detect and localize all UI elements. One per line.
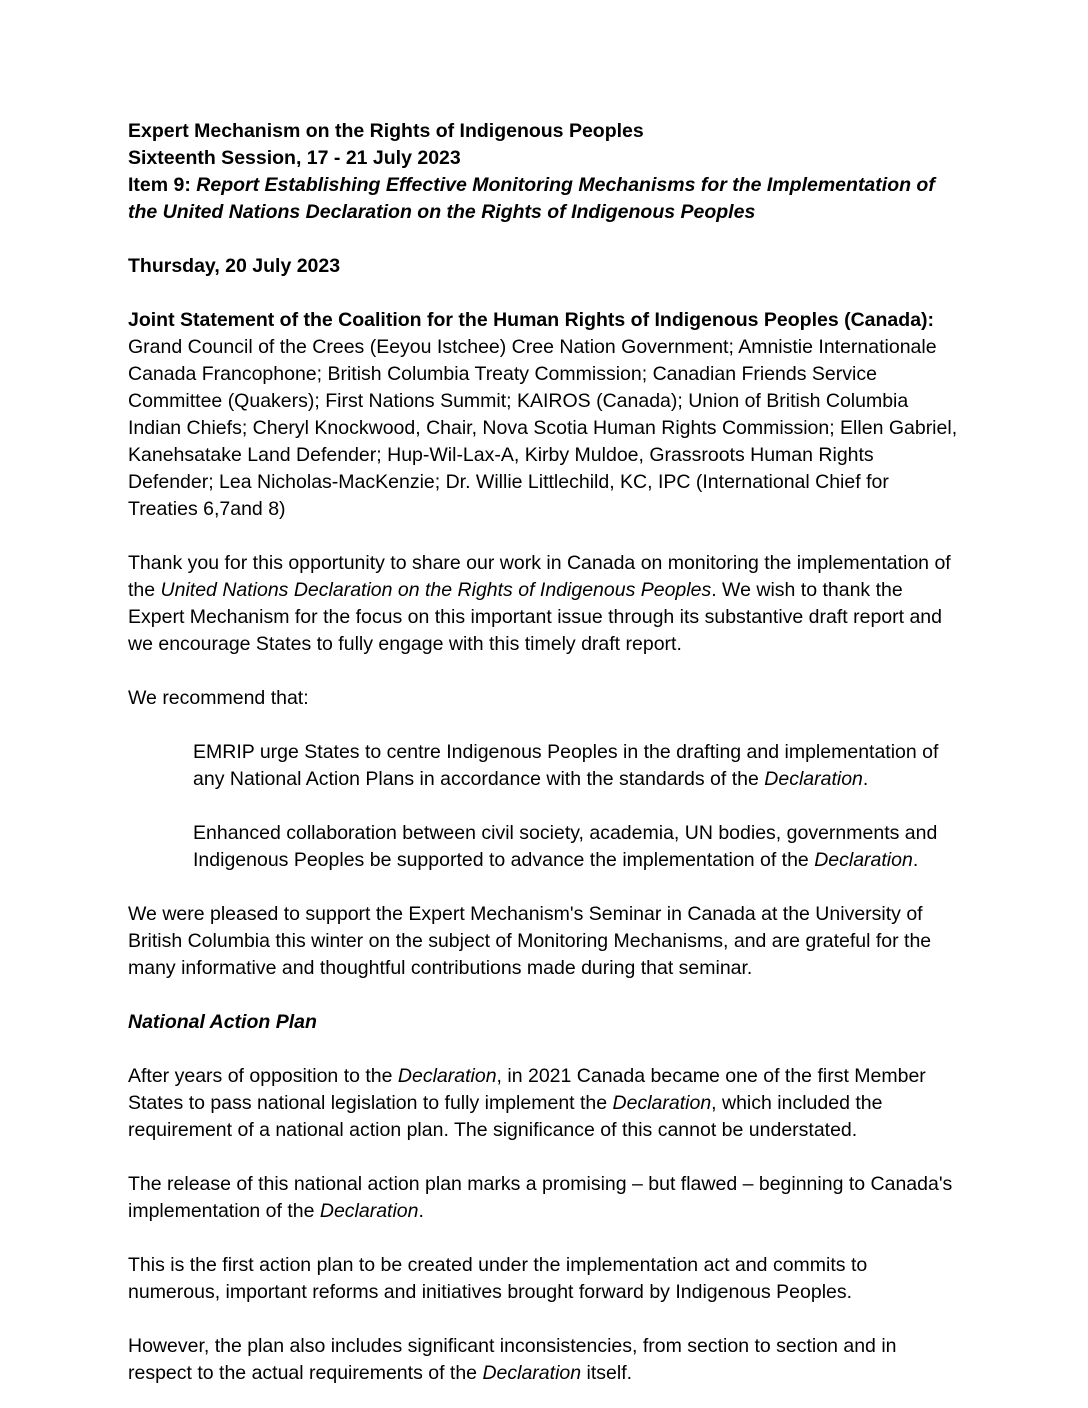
seminar-text: We were pleased to support the Expert Mechanism's Seminar in Canada at the University of British Columbia this winter on the subject of Monitoring Mechanisms, and are grateful for the many informative and thoughtful contributions made during that seminar. [128, 903, 932, 979]
however-text-1: However, the plan also includes significant inconsistencies, from section to section and in respect to the actual requirements of the [128, 1335, 897, 1384]
paragraph-thanks [128, 550, 960, 658]
paragraph-recommend-intro [128, 685, 960, 712]
paragraph-recommendation-1 [193, 739, 960, 793]
paragraph-seminar [128, 901, 960, 982]
recommendation-1-text-1: EMRIP urge States to centre Indigenous Peoples in the drafting and implementation of any National Action Plans in accordance with the standards of the [193, 741, 939, 790]
header-item-label: Item 9: [128, 174, 197, 196]
after-years-text-2: , in 2021 Canada became one of the first Member States to pass national legislation to fully implement the [128, 1065, 926, 1114]
recommend-intro-text: We recommend that: [128, 687, 309, 709]
section-heading-text: National Action Plan [128, 1011, 317, 1033]
thanks-declaration-title: United Nations Declaration on the Rights of Indigenous Peoples [160, 579, 712, 601]
release-text-2: . [418, 1200, 424, 1222]
thanks-text-1: Thank you for this opportunity to share our work in Canada on monitoring the implementation of the [128, 552, 951, 601]
date-text: Thursday, 20 July 2023 [128, 255, 341, 277]
section-heading-national-action-plan [128, 1009, 960, 1036]
recommendation-2-text-1: Enhanced collaboration between civil society, academia, UN bodies, governments and Indigenous Peoples be supported to advance the implementation of the [193, 822, 938, 871]
recommendation-2-text-2: . [912, 849, 919, 871]
however-text-2: itself. [581, 1362, 633, 1384]
paragraph-however [128, 1333, 960, 1387]
date-line [128, 253, 960, 280]
paragraph-after-years [128, 1063, 960, 1144]
recommendation-2-declaration: Declaration [814, 849, 913, 871]
joint-statement-heading: Joint Statement of the Coalition for the Human Rights of Indigenous Peoples (Canada): [128, 309, 935, 331]
after-years-declaration-1: Declaration [397, 1065, 497, 1087]
joint-statement-block [128, 307, 960, 523]
however-declaration: Declaration [482, 1362, 582, 1384]
document-header [128, 118, 960, 226]
first-plan-text: This is the first action plan to be created under the implementation act and commits to numerous, important reforms and initiatives brought forward by Indigenous Peoples. [128, 1254, 868, 1303]
header-item-title: Report Establishing Effective Monitoring Mechanisms for the Implementation of the United Nations Declaration on the Rights of Indigenous Peoples [128, 174, 935, 223]
paragraph-recommendation-2 [193, 820, 960, 874]
recommendation-1-text-2: . [862, 768, 869, 790]
after-years-declaration-2: Declaration [612, 1092, 712, 1114]
after-years-text-1: After years of opposition to the [128, 1065, 398, 1087]
after-years-text-3: , which included the requirement of a national action plan. The significance of this cannot be understated. [128, 1092, 883, 1141]
paragraph-first-plan [128, 1252, 960, 1306]
paragraph-release [128, 1171, 960, 1225]
release-text-1: The release of this national action plan marks a promising – but flawed – beginning to Canada's implementation of the [128, 1173, 953, 1222]
release-declaration: Declaration [319, 1200, 419, 1222]
header-title-line: Expert Mechanism on the Rights of Indigenous Peoples [128, 120, 644, 142]
header-session-line: Sixteenth Session, 17 - 21 July 2023 [128, 147, 461, 169]
thanks-text-2: . We wish to thank the Expert Mechanism for the focus on this important issue through its substantive draft report and we encourage States to fully engage with this timely draft report. [128, 579, 942, 655]
joint-statement-members: Grand Council of the Crees (Eeyou Istchee) Cree Nation Government; Amnistie Internationale Canada Francophone; British Columbia Treaty Commission; Canadian Friends Service Committee (Quakers); First Nations Summit; KAIROS (Canada); Union of British Columbia Indian Chiefs; Cheryl Knockwood, Chair, Nova Scotia Human Rights Commission; Ellen Gabriel, Kanehsatake Land Defender; Hup-Wil-Lax-A, Kirby Muldoe, Grassroots Human Rights Defender; Lea Nicholas-MacKenzie; Dr. Willie Littlechild, KC, IPC (International Chief for Treaties 6,7and 8) [128, 336, 958, 520]
recommendation-1-declaration: Declaration [764, 768, 863, 790]
